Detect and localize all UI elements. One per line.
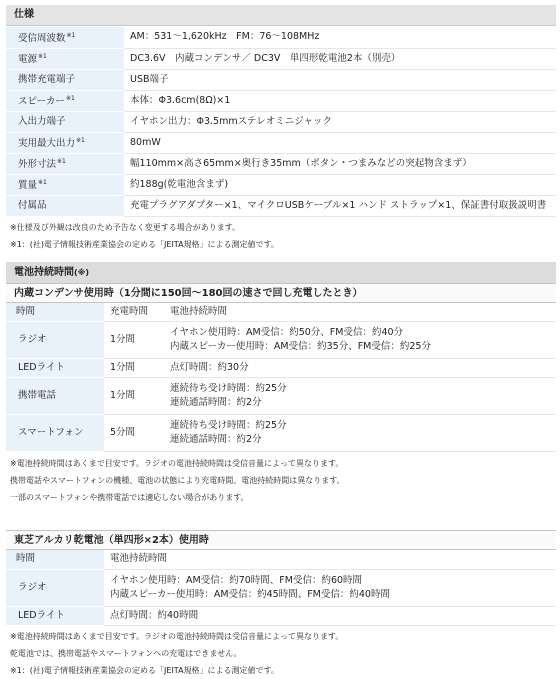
alkaline-subtitle: 東芝アルカリ乾電池（単四形×2本）使用時 bbox=[6, 530, 556, 550]
battery-note: ※1：(社)電子情報技術産業協会の定める「JEITA規格」による測定値です。 bbox=[10, 665, 279, 675]
battery-life-line: 内蔵スピーカー使用時：AM受信：約35分、FM受信：約25分 bbox=[170, 341, 431, 352]
battery-row bbox=[6, 569, 556, 606]
battery-note: ※電池持続時間はあくまで目安です。ラジオの電池持続時間は受信音量によって異なります。 bbox=[10, 631, 344, 641]
spec-value: イヤホン出力：Φ3.5mmステレオミニジャック bbox=[124, 111, 556, 132]
battery-life-line: 点灯時間：約40時間 bbox=[110, 609, 199, 621]
charge-time: 1分間 bbox=[104, 359, 164, 378]
header-time: 時間 bbox=[6, 303, 104, 322]
spec-table bbox=[6, 27, 556, 217]
spec-notes bbox=[6, 219, 556, 253]
alkaline-table bbox=[6, 550, 556, 626]
battery-note: ※電池持続時間はあくまで目安です。ラジオの電池持続時間は受信音量によって異なります。 bbox=[10, 459, 344, 468]
footnote-mark: ※1 bbox=[66, 31, 76, 39]
spec-section-title: 仕様 bbox=[6, 5, 556, 26]
spec-label bbox=[6, 27, 124, 48]
spec-label-text: 入出力端子 bbox=[18, 115, 66, 127]
spec-row bbox=[6, 153, 556, 174]
spec-value: 約188g(乾電池含まず) bbox=[124, 174, 556, 195]
battery-row bbox=[6, 322, 556, 359]
spec-label bbox=[6, 174, 124, 195]
footnote-mark: ※1 bbox=[65, 95, 75, 102]
spec-label-text: 質量 bbox=[18, 180, 38, 191]
spec-row bbox=[6, 174, 556, 195]
battery-note: 一部のスマートフォンや携帯電話では適応しない場合があります。 bbox=[10, 493, 249, 502]
battery-row bbox=[6, 378, 556, 415]
spec-value: 80mW bbox=[124, 132, 556, 153]
spec-label bbox=[6, 48, 124, 69]
charge-time: 1分間 bbox=[104, 378, 164, 415]
footnote-mark: ※1 bbox=[57, 158, 66, 165]
spec-row bbox=[6, 69, 556, 90]
battery-life bbox=[104, 569, 556, 606]
battery-item-label: LEDライト bbox=[6, 606, 104, 625]
battery-life-line: 内蔵スピーカー使用時：AM受信：約45時間、FM受信：約40時間 bbox=[110, 588, 390, 600]
battery-item-label: スマートフォン bbox=[6, 415, 104, 452]
spec-row bbox=[6, 27, 556, 48]
spec-label bbox=[6, 195, 124, 216]
battery-row bbox=[6, 415, 556, 452]
spec-label-text: 受信周波数 bbox=[18, 32, 66, 44]
table-header-row bbox=[6, 550, 556, 569]
header-battery-life: 電池持続時間 bbox=[104, 550, 556, 569]
battery-section-title: 電池持続時間(※) bbox=[6, 262, 556, 284]
spec-note: ※仕様及び外観は改良のため予告なく変更する場合があります。 bbox=[10, 222, 241, 232]
spec-label-text: 携帯充電端子 bbox=[18, 73, 76, 85]
header-charge-time: 充電時間 bbox=[104, 303, 164, 322]
alkaline-notes bbox=[6, 628, 556, 679]
spec-note: ※1：(社)電子情報技術産業協会の定める「JEITA規格」による測定値です。 bbox=[10, 239, 279, 249]
internal-capacitor-subtitle: 内蔵コンデンサ使用時（1分間に150回～180回の速さで回し充電したとき） bbox=[6, 284, 556, 303]
battery-life bbox=[164, 378, 556, 415]
battery-life-line: 連続待ち受け時間：約25分 bbox=[170, 383, 287, 394]
battery-life bbox=[104, 606, 556, 625]
spec-label-text: 電源 bbox=[18, 54, 38, 65]
spec-label bbox=[6, 111, 124, 132]
footnote-mark: ※1 bbox=[38, 179, 47, 186]
spec-label bbox=[6, 69, 124, 90]
battery-note: 乾電池では、携帯電話やスマートフォンへの充電はできません。 bbox=[10, 648, 242, 658]
battery-note: 携帯電話やスマートフォンの機種、電池の状態により充電時間、電池持続時間は異なります。 bbox=[10, 476, 345, 485]
battery-life-line: 点灯時間：約30分 bbox=[170, 362, 249, 373]
footnote-mark: ※1 bbox=[76, 137, 85, 144]
spec-value: 充電プラグアダプター×1、マイクロUSBケーブル×1 ハンド ストラップ×1、保証書付取扱説明書 bbox=[124, 195, 556, 216]
spec-value: 本体：Φ3.6cm(8Ω)×1 bbox=[124, 90, 556, 111]
table-header-row bbox=[6, 303, 556, 322]
battery-row bbox=[6, 606, 556, 625]
battery-item-label: LEDライト bbox=[6, 359, 104, 378]
battery-life-line: 連続待ち受け時間：約25分 bbox=[170, 420, 287, 431]
footnote-mark: ※1 bbox=[38, 53, 47, 60]
spec-row bbox=[6, 111, 556, 132]
spec-label bbox=[6, 153, 124, 174]
spec-row bbox=[6, 132, 556, 153]
spec-label-text: 実用最大出力 bbox=[18, 138, 76, 149]
spec-value: AM：531～1,620kHz FM：76～108MHz bbox=[124, 27, 556, 48]
battery-row bbox=[6, 359, 556, 378]
battery-item-label: ラジオ bbox=[6, 322, 104, 359]
spec-value: DC3.6V 内蔵コンデンサ／ DC3V 単四形乾電池2本（別売） bbox=[124, 48, 556, 69]
spec-label-text: 付属品 bbox=[18, 199, 47, 211]
battery-item-label: 携帯電話 bbox=[6, 378, 104, 415]
battery-life-line: イヤホン使用時：AM受信：約70時間、FM受信：約60時間 bbox=[110, 574, 363, 586]
battery-life bbox=[164, 359, 556, 378]
spec-label-text: スピーカー bbox=[18, 96, 65, 107]
charge-time: 1分間 bbox=[104, 322, 164, 359]
battery-life bbox=[164, 322, 556, 359]
internal-notes bbox=[6, 455, 556, 506]
spec-row bbox=[6, 48, 556, 69]
spec-label bbox=[6, 90, 124, 111]
battery-life-line: 連続通話時間：約2分 bbox=[170, 434, 262, 445]
spec-value: USB端子 bbox=[124, 69, 556, 90]
header-battery-life: 電池持続時間 bbox=[164, 303, 556, 322]
spec-row bbox=[6, 195, 556, 216]
battery-life-line: 連続通話時間：約2分 bbox=[170, 397, 262, 408]
spec-label bbox=[6, 132, 124, 153]
spec-value: 幅110mm×高さ65mm×奥行き35mm（ボタン・つまみなどの突起物含まず） bbox=[124, 153, 556, 174]
internal-capacitor-table bbox=[6, 303, 556, 453]
battery-life-line: イヤホン使用時：AM受信：約50分、FM受信：約40分 bbox=[170, 327, 404, 338]
spec-row bbox=[6, 90, 556, 111]
header-time: 時間 bbox=[6, 550, 104, 569]
battery-item-label: ラジオ bbox=[6, 569, 104, 606]
battery-life bbox=[164, 415, 556, 452]
spec-label-text: 外形寸法 bbox=[18, 159, 57, 170]
charge-time: 5分間 bbox=[104, 415, 164, 452]
